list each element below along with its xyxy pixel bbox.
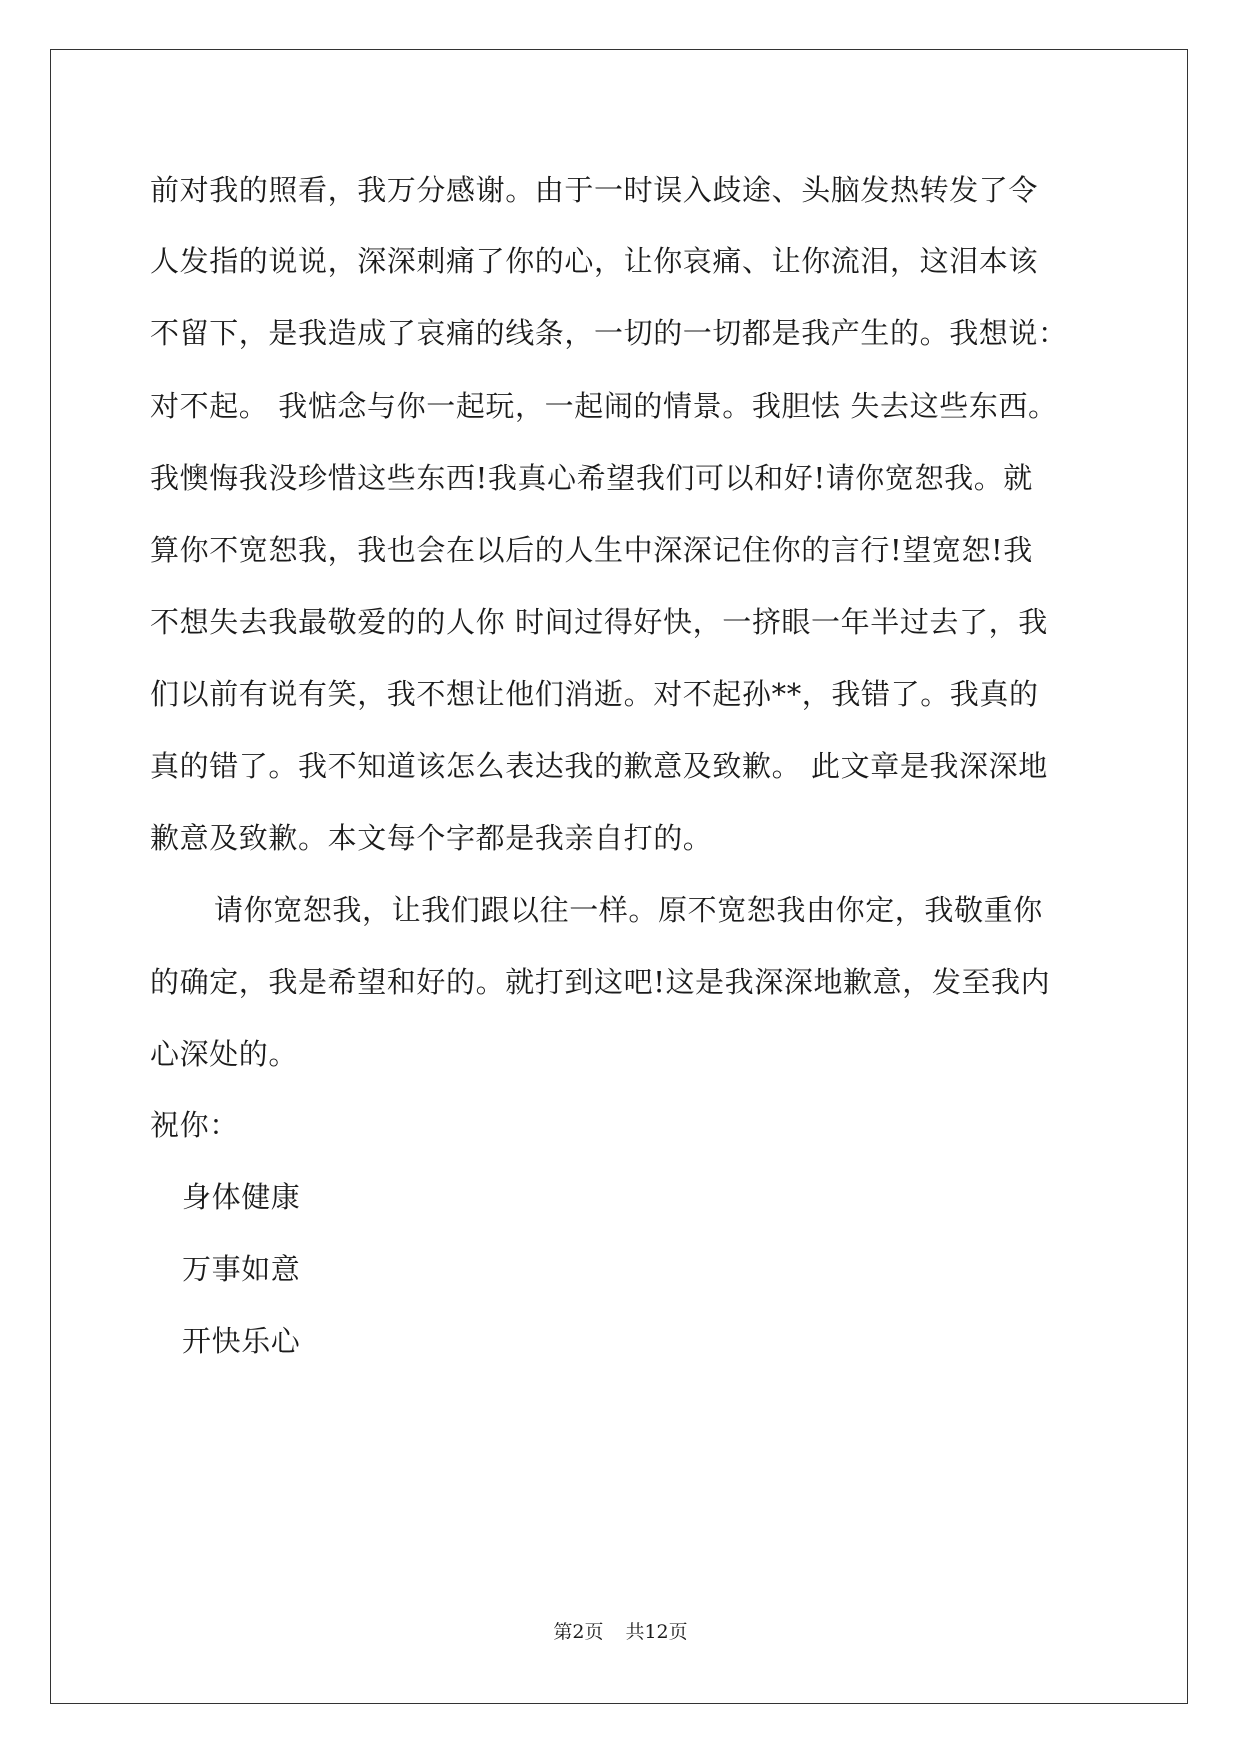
paragraph-first-line: 请你宽恕我，让我们跟以往一样。原不宽恕我由你定，我敬重你 (214, 893, 1043, 927)
text-line: 不留下，是我造成了哀痛的线条，一切的一切都是我产生的。我想说： (150, 316, 1068, 350)
closing-salutation: 祝你： (150, 1108, 239, 1142)
text-line: 人发指的说说，深深刺痛了你的心，让你哀痛、让你流泪，这泪本该 (150, 244, 1039, 278)
text-line: 心深处的。 (150, 1037, 299, 1071)
text-line: 算你不宽恕我，我也会在以后的人生中深深记住你的言行!望宽恕!我 (150, 533, 1033, 567)
wish-line: 万事如意 (182, 1252, 301, 1286)
page-total: 共12页 (625, 1621, 688, 1643)
text-line: 的确定，我是希望和好的。就打到这吧!这是我深深地歉意，发至我内 (150, 965, 1051, 999)
text-line: 歉意及致歉。本文每个字都是我亲自打的。 (150, 821, 713, 855)
text-line: 我懊悔我没珍惜这些东西!我真心希望我们可以和好!请你宽恕我。就 (150, 461, 1033, 495)
page-number: 第2页 (553, 1621, 604, 1643)
text-line: 们以前有说有笑，我不想让他们消逝。对不起孙**，我错了。我真的 (150, 677, 1039, 711)
text-line: 对不起。 我惦念与你一起玩，一起闹的情景。我胆怯 失去这些东西。 (150, 389, 1058, 423)
page-border (50, 49, 1188, 1704)
text-line: 不想失去我最敬爱的的人你 时间过得好快，一挤眼一年半过去了，我 (150, 605, 1048, 639)
text-line: 前对我的照看，我万分感谢。由于一时误入歧途、头脑发热转发了令 (150, 173, 1039, 207)
wish-line: 身体健康 (182, 1180, 301, 1214)
text-line: 真的错了。我不知道该怎么表达我的歉意及致歉。 此文章是我深深地 (150, 749, 1048, 783)
page-footer (0, 1620, 1241, 1644)
wish-line: 开快乐心 (182, 1324, 301, 1358)
